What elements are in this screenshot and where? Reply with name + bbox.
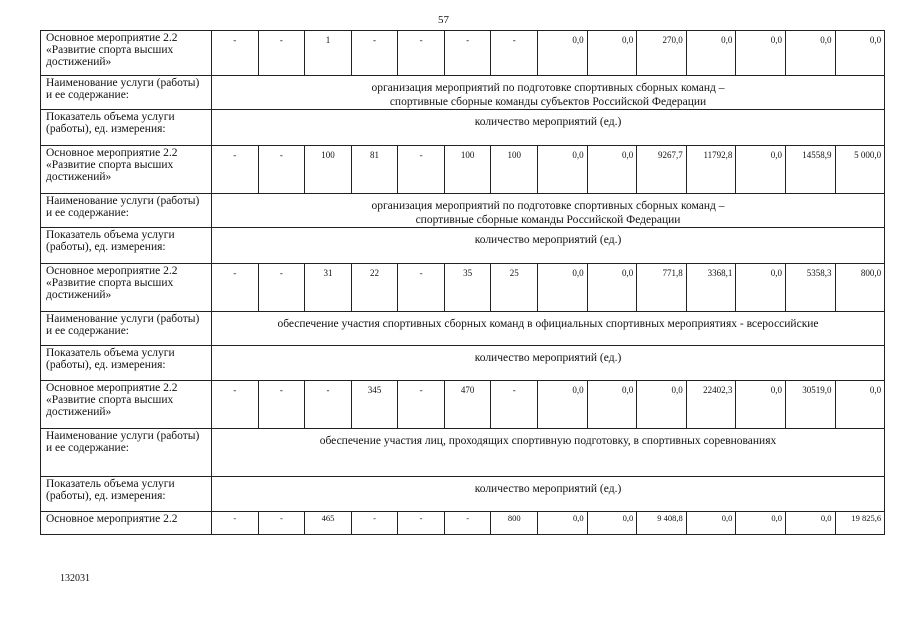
service-row bbox=[40, 193, 885, 227]
measure-row bbox=[40, 380, 885, 428]
row-label: Показатель объема услуги (работы), ед. измерения: bbox=[40, 110, 212, 145]
value-cell: - bbox=[304, 381, 351, 428]
value-cell: - bbox=[233, 385, 237, 395]
value-cells bbox=[212, 264, 885, 311]
description-line: обеспечение участия лиц, проходящих спортивную подготовку, в спортивных соревнованиях bbox=[319, 435, 777, 447]
value-cell: 345 bbox=[351, 381, 398, 428]
value-cell: - bbox=[258, 146, 305, 193]
service-description bbox=[212, 110, 885, 145]
value-cell: - bbox=[490, 381, 537, 428]
service-row bbox=[40, 476, 885, 511]
description-line: количество мероприятий (ед.) bbox=[474, 483, 622, 495]
description-line: количество мероприятий (ед.) bbox=[474, 116, 622, 128]
description-line: организация мероприятий по подготовке спортивных сборных команд – bbox=[371, 82, 725, 94]
service-description bbox=[212, 76, 885, 109]
value-cell: 800 bbox=[490, 512, 537, 534]
description-line: спортивные сборные команды Российской Федерации bbox=[415, 214, 681, 226]
value-cell: 0,0 bbox=[835, 31, 885, 75]
service-description bbox=[212, 477, 885, 511]
service-row bbox=[40, 227, 885, 263]
value-cell: 100 bbox=[304, 146, 351, 193]
value-cell: - bbox=[258, 264, 305, 311]
value-cell: - bbox=[258, 512, 305, 534]
value-cell: 25 bbox=[490, 264, 537, 311]
value-cell: 30519,0 bbox=[785, 381, 835, 428]
value-cell: 0,0 bbox=[785, 512, 835, 534]
value-cell: 0,0 bbox=[587, 264, 637, 311]
value-cells bbox=[212, 146, 885, 193]
service-description bbox=[212, 429, 885, 476]
value-cell: 0,0 bbox=[835, 381, 885, 428]
value-cell: 19 825,6 bbox=[835, 512, 885, 534]
value-cell: 81 bbox=[351, 146, 398, 193]
value-cell: 0,0 bbox=[537, 512, 587, 534]
value-cell: 0,0 bbox=[785, 31, 835, 75]
value-cell: - bbox=[397, 264, 444, 311]
value-cell: - bbox=[233, 150, 237, 160]
value-cell: 0,0 bbox=[735, 31, 785, 75]
value-cell: 0,0 bbox=[537, 31, 587, 75]
row-label: Показатель объема услуги (работы), ед. измерения: bbox=[40, 228, 212, 263]
value-cell: 800,0 bbox=[835, 264, 885, 311]
value-cell: - bbox=[444, 512, 491, 534]
value-cell: - bbox=[351, 31, 398, 75]
value-cell: 31 bbox=[304, 264, 351, 311]
service-row bbox=[40, 311, 885, 345]
service-row bbox=[40, 345, 885, 380]
value-cell: 3368,1 bbox=[686, 264, 736, 311]
service-description bbox=[212, 194, 885, 227]
value-cell: 5358,3 bbox=[785, 264, 835, 311]
value-cell: - bbox=[258, 381, 305, 428]
description-line: организация мероприятий по подготовке спортивных сборных команд – bbox=[371, 200, 725, 212]
value-cell: 22 bbox=[351, 264, 398, 311]
row-label: Основное мероприятие 2.2 «Развитие спорта высших достижений» bbox=[40, 381, 212, 428]
value-cell: 11792,8 bbox=[686, 146, 736, 193]
value-cell: - bbox=[233, 35, 237, 45]
row-label: Наименование услуги (работы) и ее содержание: bbox=[40, 76, 212, 109]
measure-row bbox=[40, 145, 885, 193]
row-label: Основное мероприятие 2.2 «Развитие спорта высших достижений» bbox=[40, 146, 212, 193]
description-line: спортивные сборные команды субъектов Российской Федерации bbox=[389, 96, 707, 108]
value-cell: 0,0 bbox=[587, 512, 637, 534]
value-cell: - bbox=[397, 512, 444, 534]
value-cells bbox=[212, 381, 885, 428]
footer-code: 132031 bbox=[60, 573, 90, 584]
value-cell: 1 bbox=[304, 31, 351, 75]
row-label: Основное мероприятие 2.2 bbox=[40, 512, 212, 534]
description-line: количество мероприятий (ед.) bbox=[474, 234, 622, 246]
value-cell: 0,0 bbox=[587, 381, 637, 428]
value-cell: 0,0 bbox=[686, 31, 736, 75]
service-row bbox=[40, 75, 885, 109]
value-cell: 470 bbox=[444, 381, 491, 428]
value-cell: - bbox=[444, 31, 491, 75]
value-cell: 0,0 bbox=[537, 264, 587, 311]
value-cell: 771,8 bbox=[636, 264, 686, 311]
value-cell: - bbox=[258, 31, 305, 75]
value-cell: 465 bbox=[304, 512, 351, 534]
value-cell: 270,0 bbox=[636, 31, 686, 75]
value-cell: 0,0 bbox=[636, 381, 686, 428]
value-cell: 9267,7 bbox=[636, 146, 686, 193]
value-cell: 9 408,8 bbox=[636, 512, 686, 534]
value-cell: - bbox=[397, 31, 444, 75]
value-cell: - bbox=[233, 268, 237, 278]
service-description bbox=[212, 312, 885, 345]
value-cell: 0,0 bbox=[735, 381, 785, 428]
value-cell: 14558,9 bbox=[785, 146, 835, 193]
service-description bbox=[212, 346, 885, 380]
value-cell: - bbox=[351, 512, 398, 534]
row-label: Наименование услуги (работы) и ее содержание: bbox=[40, 429, 212, 476]
row-label: Основное мероприятие 2.2 «Развитие спорта высших достижений» bbox=[40, 264, 212, 311]
value-cell: 22402,3 bbox=[686, 381, 736, 428]
row-label: Основное мероприятие 2.2 «Развитие спорта высших достижений» bbox=[40, 31, 212, 75]
value-cell: 100 bbox=[444, 146, 491, 193]
value-cell: 0,0 bbox=[735, 512, 785, 534]
value-cells bbox=[212, 512, 885, 534]
description-line: количество мероприятий (ед.) bbox=[474, 352, 622, 364]
measure-row bbox=[40, 263, 885, 311]
measure-row bbox=[40, 511, 885, 535]
value-cell: 35 bbox=[444, 264, 491, 311]
row-label: Наименование услуги (работы) и ее содержание: bbox=[40, 312, 212, 345]
value-cells bbox=[212, 31, 885, 75]
value-cell: 100 bbox=[490, 146, 537, 193]
value-cell: - bbox=[397, 381, 444, 428]
page-number: 57 bbox=[438, 14, 449, 26]
service-row bbox=[40, 428, 885, 476]
value-cell: 0,0 bbox=[537, 146, 587, 193]
service-description bbox=[212, 228, 885, 263]
value-cell: 0,0 bbox=[735, 264, 785, 311]
row-label: Показатель объема услуги (работы), ед. измерения: bbox=[40, 346, 212, 380]
value-cell: - bbox=[397, 146, 444, 193]
value-cell: 0,0 bbox=[587, 31, 637, 75]
row-label: Наименование услуги (работы) и ее содержание: bbox=[40, 194, 212, 227]
value-cell: 0,0 bbox=[686, 512, 736, 534]
service-row bbox=[40, 109, 885, 145]
value-cell: 5 000,0 bbox=[835, 146, 885, 193]
row-label: Показатель объема услуги (работы), ед. измерения: bbox=[40, 477, 212, 511]
measure-row bbox=[40, 30, 885, 75]
value-cell: - bbox=[490, 31, 537, 75]
description-line: обеспечение участия спортивных сборных команд в официальных спортивных мероприятиях - всероссийские bbox=[277, 318, 819, 330]
value-cell: 0,0 bbox=[735, 146, 785, 193]
value-cell: 0,0 bbox=[587, 146, 637, 193]
value-cell: 0,0 bbox=[537, 381, 587, 428]
value-cell: - bbox=[233, 513, 237, 523]
